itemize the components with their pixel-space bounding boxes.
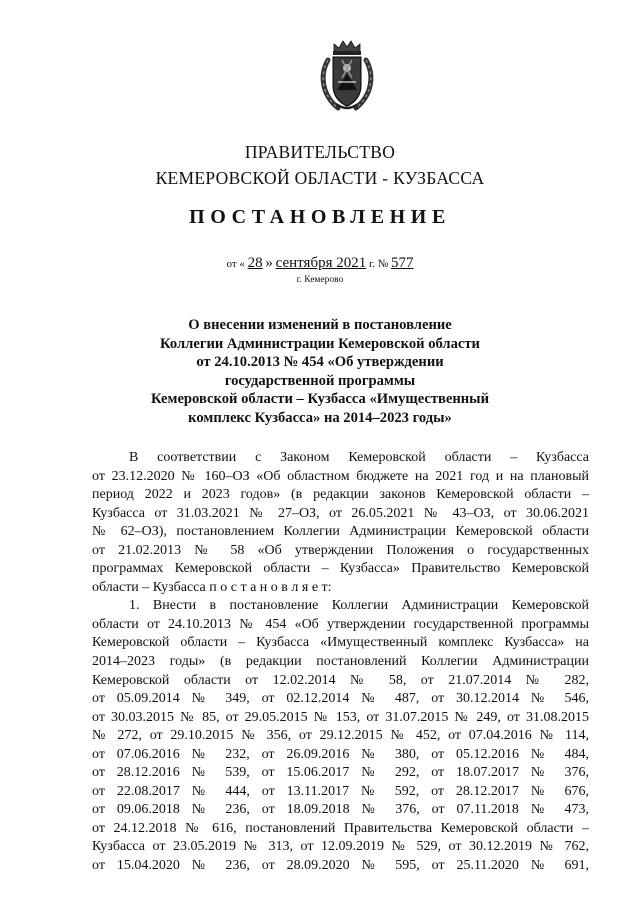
date-month-year: сентября 2021 — [275, 255, 367, 271]
body-line: от 24.12.2018 № 616, постановлений Правительства Кемеровской области – — [92, 820, 589, 836]
title-line: государственной программы — [224, 372, 416, 389]
document-title — [0, 316, 640, 427]
body-line: от 21.02.2013 № 58 «Об утверждении Положения о государственных — [92, 542, 589, 558]
body-line: от 05.09.2014 № 349, от 02.12.2014 № 487, от 30.12.2014 № 546, — [92, 691, 589, 707]
title-line: О внесении изменений в постановление — [188, 317, 452, 333]
body-line: В соответствии с Законом Кемеровской области – Кузбасса — [129, 450, 589, 465]
government-name-line1: ПРАВИТЕЛЬСТВО — [244, 142, 396, 162]
body-line: от 15.04.2020 № 236, от 28.09.2020 № 595, от 25.11.2020 № 691, — [92, 858, 589, 874]
body-line: № 272, от 29.10.2015 № 356, от 29.12.2015 № 452, от 07.04.2016 № 114, — [92, 728, 589, 744]
document-number: 577 — [391, 255, 414, 271]
date-sep: » — [265, 255, 273, 271]
body-line: от 23.12.2020 № 160–ОЗ «Об областном бюджете на 2021 год и на плановый — [92, 468, 589, 484]
body-line: № 62–ОЗ), постановлением Коллегии Администрации Кемеровской области — [92, 524, 589, 540]
body-line: Кемеровской области – Кузбасса «Имущественный комплекс Кузбасса» на — [92, 635, 589, 651]
body-line: Кузбасса от 31.03.2021 № 27–ОЗ, от 26.05.2021 № 43–ОЗ, от 30.06.2021 — [92, 505, 589, 521]
document-type-heading: ПОСТАНОВЛЕНИЕ — [189, 206, 451, 228]
body-line: области от 24.10.2013 № 454 «Об утверждении государственной программы — [92, 616, 589, 632]
body-line: от 28.12.2016 № 539, от 15.06.2017 № 292, от 18.07.2017 № 376, — [92, 765, 589, 781]
body-line: от 09.06.2018 № 236, от 18.09.2018 № 376, от 07.11.2018 № 473, — [92, 802, 589, 818]
coat-of-arms-emblem — [318, 38, 376, 114]
title-line: Коллегии Администрации Кемеровской области — [160, 335, 480, 352]
date-day: 28 — [247, 255, 263, 271]
date-prefix: от « — [226, 258, 245, 270]
document-date-number — [0, 255, 640, 272]
number-sign: № — [377, 258, 389, 270]
document-body — [92, 449, 589, 876]
body-line: 2014–2023 годы» (в редакции постановлений Коллегии Администрации — [92, 654, 589, 670]
body-line: 1. Внести в постановление Коллегии Администрации Кемеровской — [129, 598, 589, 614]
resolution-word: п о с т а н о в л я е т: — [209, 579, 332, 595]
body-line: от 07.06.2016 № 232, от 26.09.2016 № 380, от 05.12.2016 № 484, — [92, 746, 589, 762]
title-line: комплекс Кузбасса» на 2014–2023 годы» — [188, 409, 452, 426]
body-line: Кузбасса от 23.05.2019 № 313, от 12.09.2019 № 529, от 30.12.2019 № 762, — [92, 839, 589, 855]
body-line: Кемеровской области от 12.02.2014 № 58, от 21.07.2014 № 282, — [92, 672, 589, 688]
body-line — [92, 579, 589, 598]
body-line: программах Кемеровской области – Кузбасса» Правительство Кемеровской — [92, 561, 589, 577]
title-line: Кемеровской области – Кузбасса «Имущественный — [151, 391, 489, 407]
body-line-text: области – Кузбасса — [92, 579, 206, 595]
body-line: от 22.08.2017 № 444, от 13.11.2017 № 592, от 28.12.2017 № 676, — [92, 783, 589, 799]
date-year-suffix: г. — [368, 258, 376, 270]
title-line: от 24.10.2013 № 454 «Об утверждении — [196, 354, 444, 370]
body-line: от 30.03.2015 № 85, от 29.05.2015 № 153, от 31.07.2015 № 249, от 31.08.2015 — [92, 709, 589, 725]
document-city: г. Кемерово — [296, 275, 344, 285]
government-name-line2: КЕМЕРОВСКОЙ ОБЛАСТИ - КУЗБАССА — [155, 168, 485, 188]
body-line: период 2022 и 2023 годов» (в редакции законов Кемеровской области – — [92, 487, 589, 503]
